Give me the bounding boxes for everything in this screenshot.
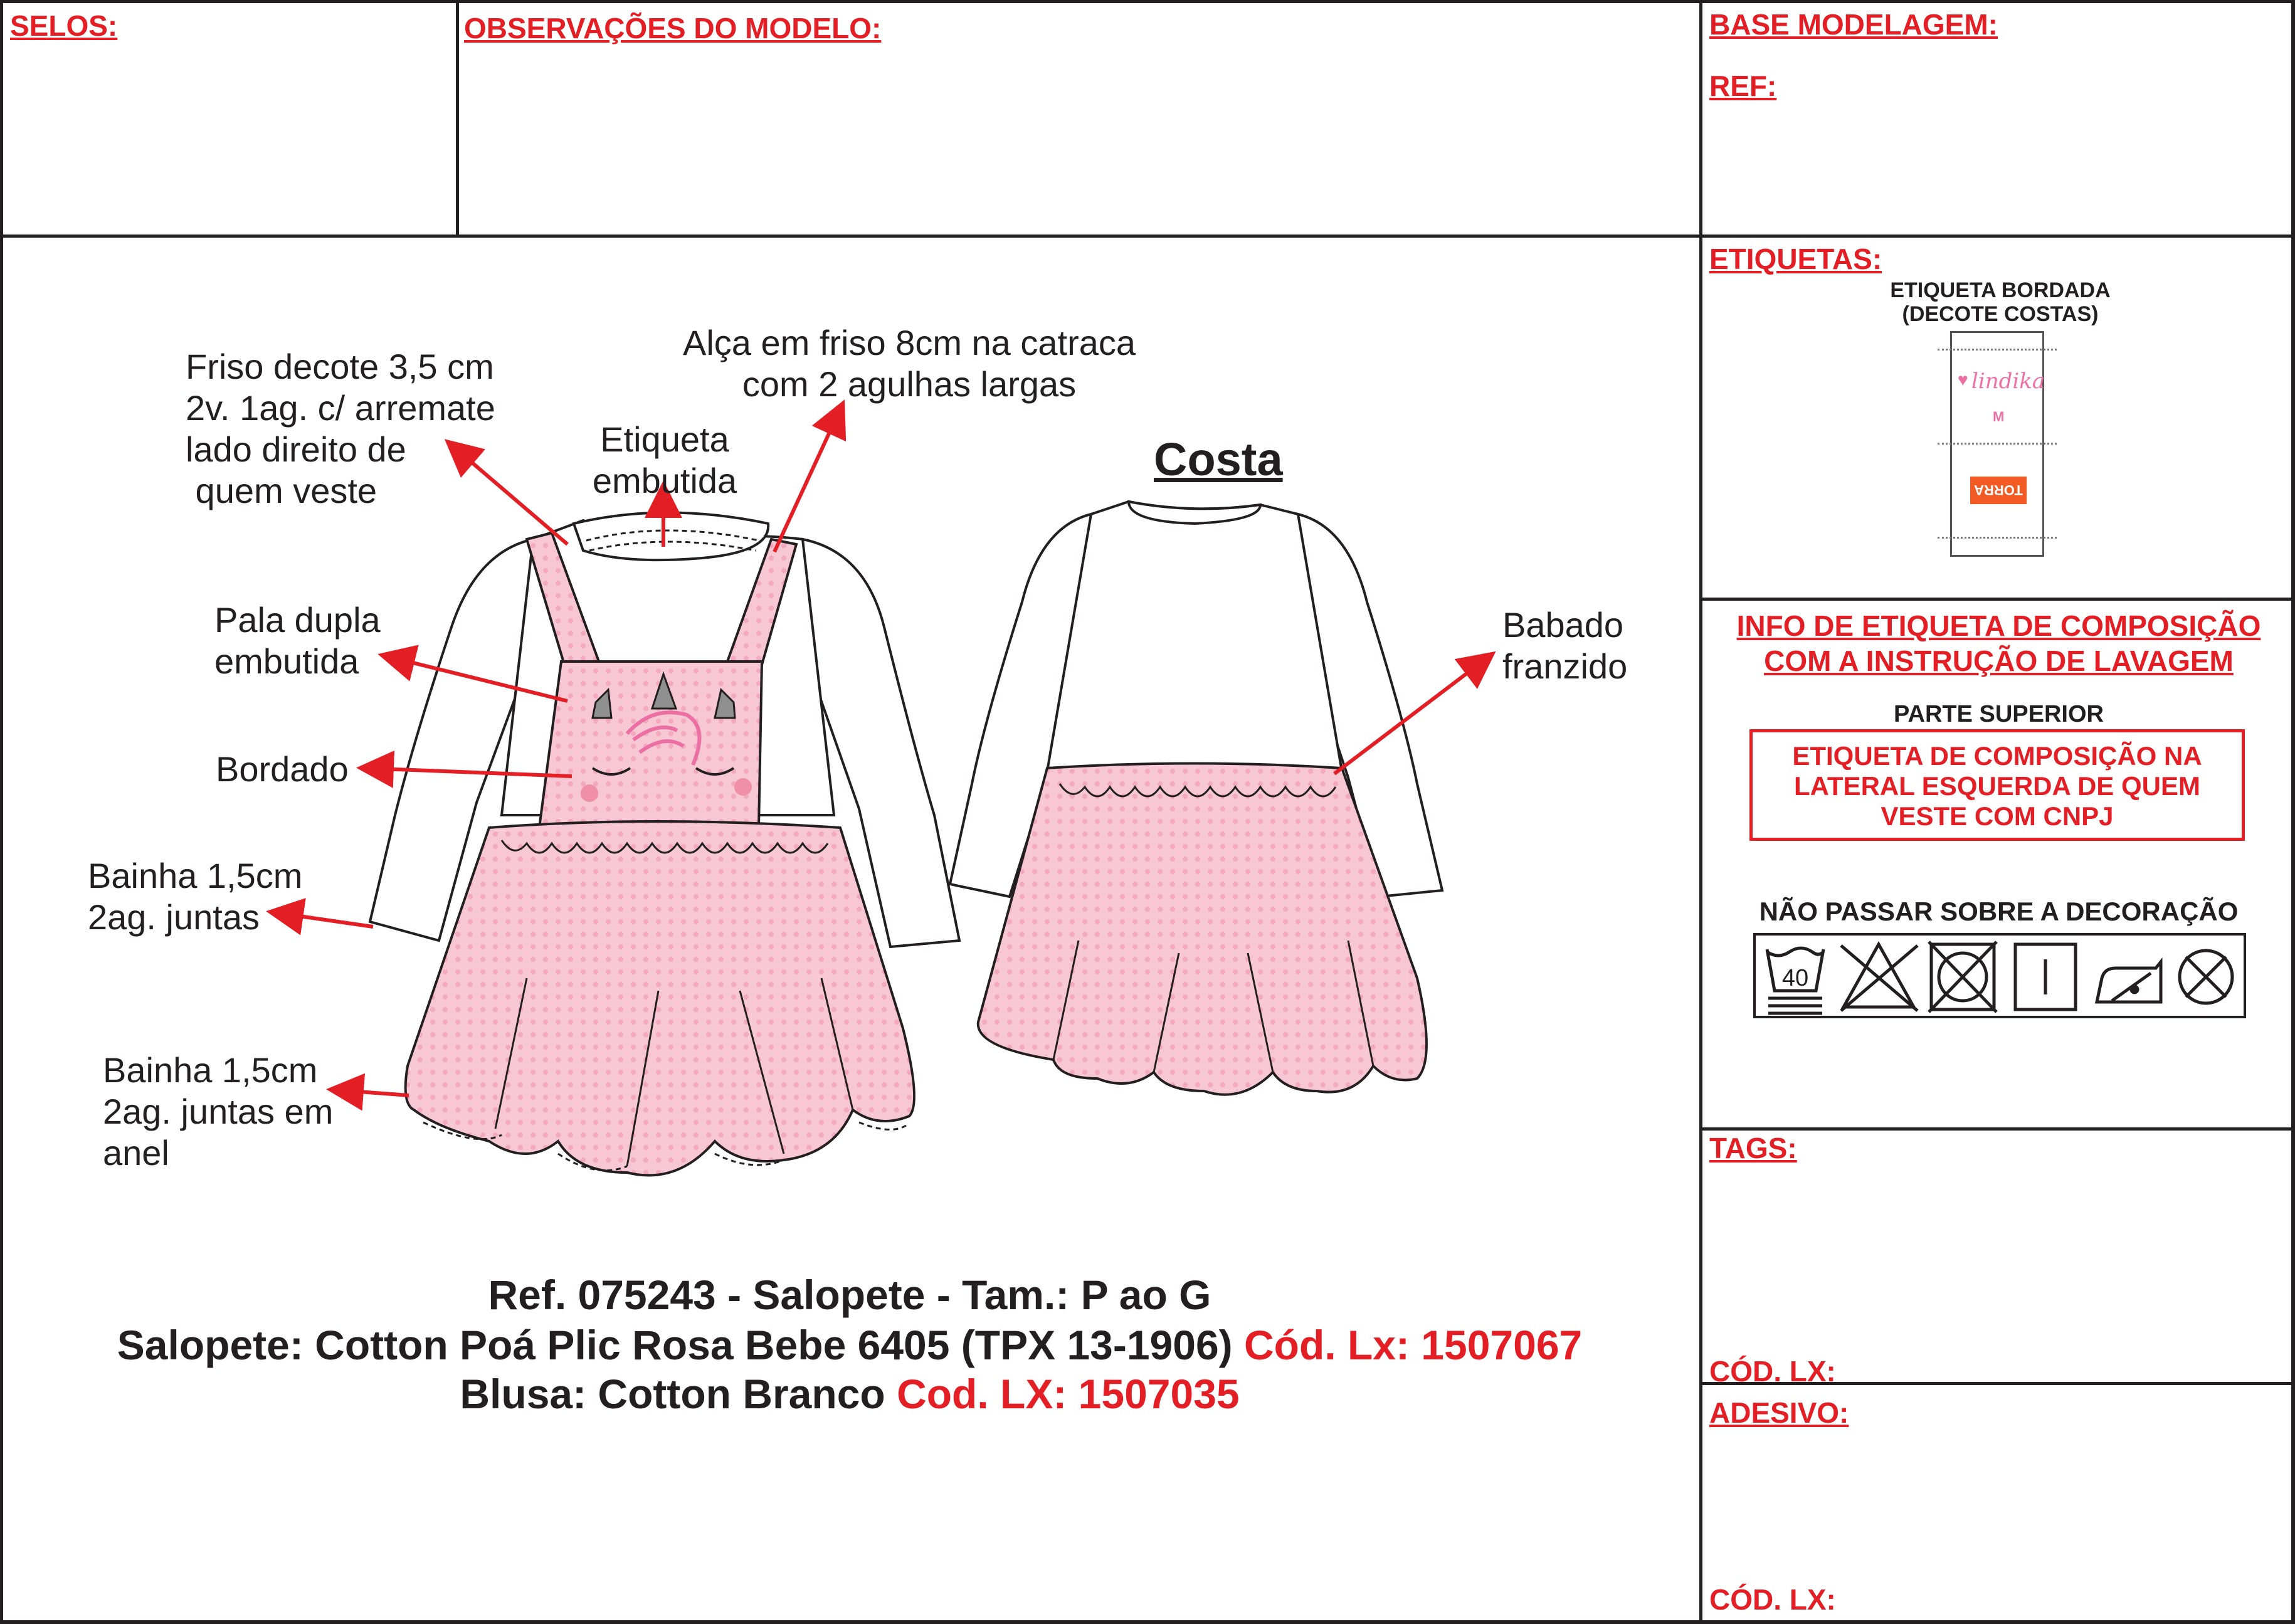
frame-tags-divider	[1701, 1127, 2295, 1131]
composition-box-line2: LATERAL ESQUERDA DE QUEM	[1794, 771, 2200, 801]
composition-box-line3: VESTE COM CNPJ	[1881, 801, 2114, 831]
note-bainha2	[103, 1050, 333, 1174]
observacoes-header: OBSERVAÇÕES DO MODELO:	[464, 12, 882, 45]
note-alca-line1: Alça em friso 8cm na catraca	[682, 323, 1136, 362]
note-babado-line2: franzido	[1502, 646, 1628, 686]
reference-line2-code: Cód. Lx: 1507067	[1244, 1322, 1583, 1368]
note-bordado-line1: Bordado	[216, 749, 349, 789]
line-dry-icon	[2015, 944, 2076, 1010]
arrow-bainha2	[334, 1090, 409, 1095]
note-pala-line1: Pala dupla	[214, 600, 381, 640]
adesivo-header: ADESIVO:	[1709, 1396, 1849, 1429]
note-bainha2-line1: Bainha 1,5cm	[103, 1050, 318, 1090]
note-bainha1	[88, 855, 302, 938]
back-skirt	[978, 764, 1427, 1095]
composition-note-box	[1749, 729, 2245, 841]
note-bainha1-line2: 2ag. juntas	[88, 897, 260, 937]
reference-line2	[0, 1321, 1699, 1369]
care-symbols-border	[1754, 934, 2245, 1017]
note-pala-line2: embutida	[214, 641, 359, 681]
ref-header: REF:	[1709, 70, 1777, 102]
base-modelagem-header: BASE MODELAGEM:	[1709, 8, 1998, 41]
reference-line3-main: Blusa: Cotton Branco	[460, 1371, 897, 1417]
composition-title-line2: COM A INSTRUÇÃO DE LAVAGEM	[1764, 645, 2234, 677]
store-tag-text: TORRA	[1974, 482, 2023, 498]
frame-right-column-divider	[1699, 0, 1702, 1624]
back-blouse-body	[1047, 502, 1342, 771]
label-fold-line-mid	[1938, 443, 2057, 445]
brand-logo-text: lindika	[1971, 369, 2045, 394]
no-bleach-icon	[1841, 944, 1918, 1011]
reference-line3	[0, 1369, 1699, 1418]
note-friso	[186, 346, 495, 512]
tags-header: TAGS:	[1709, 1132, 1797, 1164]
frame-etiquetas-divider	[1701, 598, 2295, 601]
note-bainha2-line3: anel	[103, 1133, 169, 1173]
composition-title-line1: INFO DE ETIQUETA DE COMPOSIÇÃO	[1736, 609, 2261, 642]
unicorn-cheek-right	[734, 778, 752, 796]
front-skirt	[406, 821, 914, 1175]
note-bordado	[216, 749, 349, 790]
adesivo-cod-lx: CÓD. LX:	[1709, 1583, 1836, 1616]
reference-line2-main: Salopete: Cotton Poá Plic Rosa Bebe 6405 (TPX 13-1906)	[117, 1322, 1244, 1368]
no-tumble-dry-icon	[1929, 942, 1997, 1012]
label-panel-title-line1: ETIQUETA BORDADA	[1890, 278, 2111, 302]
note-babado-line1: Babado	[1502, 605, 1624, 645]
note-etiqueta-line1: Etiqueta	[600, 419, 729, 459]
decoration-warning: NÃO PASSAR SOBRE A DECORAÇÃO	[1759, 897, 2239, 926]
note-friso-line1: Friso decote 3,5 cm	[186, 347, 494, 386]
composition-subtitle: PARTE SUPERIOR	[1893, 701, 2104, 727]
note-alca	[671, 322, 1148, 405]
unicorn-cheek-left	[581, 784, 598, 802]
front-bib	[539, 662, 762, 828]
note-friso-line4: quem veste	[186, 471, 377, 510]
note-alca-line2: com 2 agulhas largas	[742, 364, 1077, 404]
tags-cod-lx: CÓD. LX:	[1709, 1355, 1836, 1388]
label-fold-line-top	[1938, 349, 2057, 351]
reference-line1: Ref. 075243 - Salopete - Tam.: P ao G	[488, 1272, 1211, 1318]
label-fold-line-bottom	[1938, 537, 2057, 539]
no-dry-clean-icon	[2180, 951, 2232, 1003]
note-babado	[1502, 604, 1627, 687]
arrow-alca	[774, 406, 842, 552]
wash-temp-text: 40	[1781, 965, 1809, 991]
reference-line3-code: Cod. LX: 1507035	[897, 1371, 1240, 1417]
label-panel-title-line2: (DECOTE COSTAS)	[1902, 302, 2099, 326]
etiquetas-header: ETIQUETAS:	[1709, 243, 1882, 275]
note-friso-line3: lado direito de	[186, 430, 406, 469]
back-view-title: Costa	[1154, 433, 1283, 485]
composition-box-line1: ETIQUETA DE COMPOSIÇÃO NA	[1792, 741, 2202, 771]
composition-title	[1706, 608, 2292, 678]
note-etiqueta	[583, 419, 746, 502]
label-size: M	[1993, 409, 2005, 424]
note-etiqueta-line2: embutida	[592, 461, 737, 500]
care-symbols	[1753, 933, 2246, 1018]
frame-outer-right	[2291, 0, 2295, 1624]
note-bainha2-line2: 2ag. juntas em	[103, 1092, 334, 1131]
iron-low-icon	[2097, 962, 2161, 1002]
brand-heart-icon: ♥	[1958, 370, 1968, 389]
note-bainha1-line1: Bainha 1,5cm	[88, 856, 303, 895]
note-friso-line2: 2v. 1ag. c/ arremate	[186, 388, 495, 428]
note-pala	[214, 599, 381, 682]
label-panel-title	[1818, 278, 2182, 326]
selos-header: SELOS:	[10, 9, 118, 42]
